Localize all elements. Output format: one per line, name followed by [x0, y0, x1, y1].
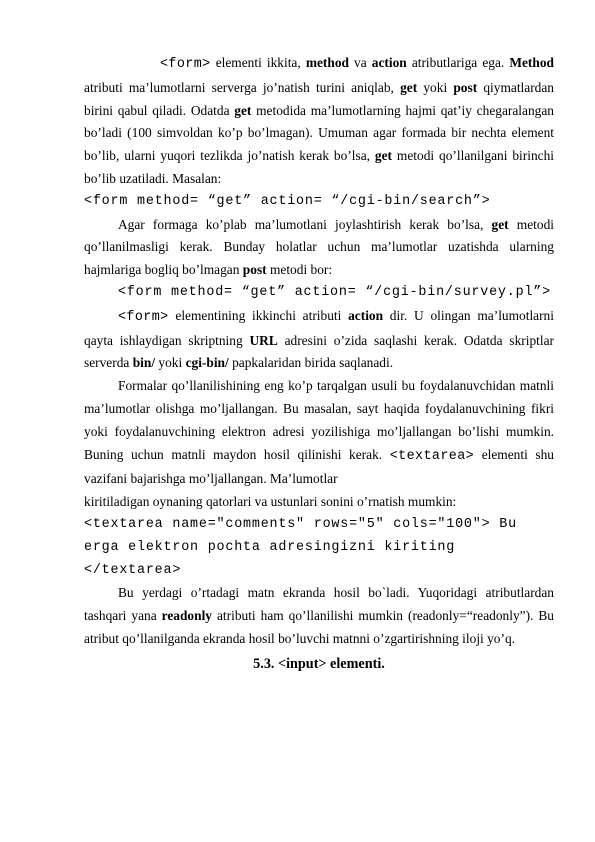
form-tag: <form> [160, 57, 211, 72]
section-heading: 5.3. <input> elementi. [253, 655, 385, 672]
paragraph-textarea-intro: Formalar qo’llanilishining eng ko’p tarqalgan usuli bu foydalanuvchidan matnli ma’lumotlar olishga mo’ljallangan. Bu masalan, sayt haqida foydalanuvchining fikri yoki foydalanuvchining elektron adresi yozilishiga mo’ljallangan bo’lishi mumkin. Buning uchun matnli maydon hosil qilinishi kerak. <textarea> elementi shu vazifani bajarishga mo’ljallangan. Ma’lumotlar [84, 378, 554, 487]
textarea-tag: <textarea> [389, 448, 475, 464]
paragraph-post-method: Agar formaga ko’plab ma’lumotlani joylashtirish kerak bo’lsa, get metodi qo’llanilmasligi kerak. Bunday holatlar uchun ma’lumotlar uzatishda ularning hajmlariga bogliq bo’lmagan post metodi bor: [84, 216, 554, 278]
code-textarea-line-1: <textarea name="comments" rows="5" cols="100"> Bu [84, 516, 517, 532]
code-textarea-line-2: erga elektron pochta adresingizni kiriting [84, 539, 456, 555]
paragraph-form-attributes: <form> elementi ikkita, method va action atributlariga ega. Method atributi ma’lumotlarni serverga jo’natish turini aniqlab, get yoki post qiymatlardan birini qabul qiladi. Odatda get metodida ma’lumotlarning hajmi qat’iy chegaralangan bo’ladi (100 simvoldan ko’p bo’lmagan). Umuman agar formada bir nechta element bo’lib, ularni yuqori tezlikda jo’natish kerak bo’lsa, get metodi qo’llanilgani birinchi bo’lib uzatiladi. Masalan: [84, 55, 555, 186]
paragraph-textarea-continuation: kiritiladigan oynaning qatorlari va ustunlari sonini o’rnatish mumkin: [84, 494, 457, 510]
paragraph-readonly: Bu yerdagi o’rtadagi matn ekranda hosil bo`ladi. Yuqoridagi atributlardan tashqari yana readonly atributi ham qo’llanilishi mumkin (readonly=“readonly”). Bu atribut qo’llanilganda ekranda hosil bo’luvchi matnni o’zgartirishning iloji yo’q. [84, 585, 554, 646]
paragraph-action-attribute: <form> elementining ikkinchi atributi action dir. U olingan ma’lumotlarni qayta ishlaydigan skriptning URL adresini o’zida saqlashi kerak. Odatda skriptlar serverda bin/ yoki cgi-bin/ papkalaridan birida saqlanadi. [84, 307, 554, 371]
code-example-get: <form method= “get” action= “/cgi-bin/search”> [84, 193, 491, 209]
form-tag: <form> [118, 309, 169, 325]
document-page [84, 52, 554, 676]
code-example-survey: <form method= “get” action= “/cgi-bin/survey.pl”> [118, 284, 551, 300]
code-textarea-line-3: </textarea> [84, 562, 182, 578]
